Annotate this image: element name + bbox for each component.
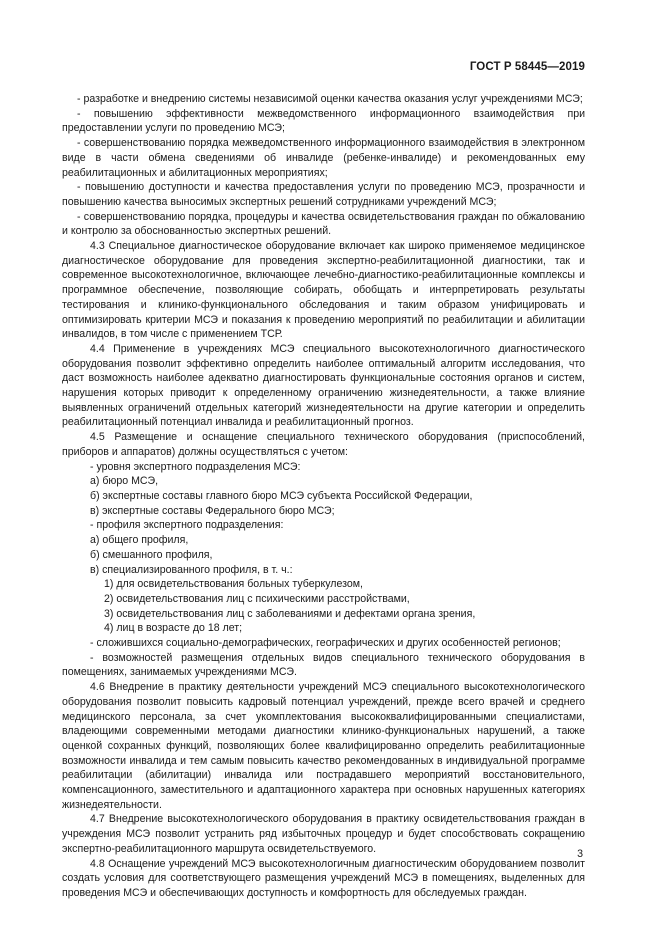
list-item: в) экспертные составы Федерального бюро МСЭ; — [90, 504, 335, 517]
list-item: а) общего профиля, — [90, 534, 189, 547]
paragraph-4-3: 4.3 Специальное диагностическое оборудование включает как широко применяемое медицинское диагностическое оборудование для проведения экспертно-реабилитационной диагностики, так и современное высокотехнологичное, включающее лечебно-диагностико-реабилитационные комплексы и программное обеспечение, позволяющие собирать, обобщать и интерпретировать результаты тестирования и клинико-функционального обследования и таким образом унифицировать и оптимизировать критерии МСЭ и показания к проведению мероприятий по реабилитации и абилитации инвалидов, в том числе с применением ТСР. — [62, 240, 585, 341]
paragraph-4-4: 4.4 Применение в учреждениях МСЭ специального высокотехнологичного диагностического оборудования позволит эффективно определить наиболее оптимальный алгоритм исследования, что даст возможность наиболее адекватно диагностировать функциональные состояния органов и систем, нарушения которых приводит к определенному ограничению жизнедеятельности, а также влияние выявленных ограничений отдельных категорий жизнедеятельности на другие категории и определить реабилитационный потенциал инвалида и реабилитационный прогноз. — [62, 342, 585, 429]
sub-list-item: 2) освидетельствования лиц с психическими расстройствами, — [104, 592, 410, 605]
document-body — [62, 92, 585, 901]
sub-list-item: 4) лиц в возрасте до 18 лет; — [104, 622, 243, 635]
text-line: - совершенствованию порядка, процедуры и качества освидетельствования граждан по обжалованию и контролю за обоснованностью экспертных решений. — [62, 210, 585, 238]
paragraph-4-8: 4.8 Оснащение учреждений МСЭ высокотехнологичным диагностическим оборудованием позволит создать условия для соответствующего размещения учреждений МСЭ в помещениях, выделенных для проведения МСЭ и обеспечивающих доступность и комфортность для обследуемых граждан. — [62, 857, 585, 899]
sub-list-item: 3) освидетельствования лиц с заболеваниями и дефектами органа зрения, — [104, 607, 476, 620]
sub-list-item: 1) для освидетельствования больных туберкулезом, — [104, 578, 363, 591]
document-code: ГОСТ Р 58445—2019 — [469, 61, 585, 73]
text-line: - совершенствованию порядка межведомственного информационного взаимодействия в электронном виде в части обмена сведениями об инвалиде (ребенке-инвалиде) и рекомендованных ему реабилитационных и абилитационных мероприятиях; — [62, 137, 585, 179]
list-item: - уровня экспертного подразделения МСЭ: — [90, 460, 301, 473]
list-item: - профиля экспертного подразделения: — [90, 519, 284, 532]
paragraph-4-5: 4.5 Размещение и оснащение специального технического оборудования (приспособлений, приборов и аппаратов) должны осуществляться с учетом: — [62, 431, 585, 458]
text-line: - повышению доступности и качества предоставления услуги по проведению МСЭ, прозрачности и повышению качества выносимых экспертных решений сотрудниками учреждений МСЭ; — [62, 181, 585, 208]
list-item: - возможностей размещения отдельных видов специального технического оборудования в помещениях, занимаемых учреждениями МСЭ. — [62, 651, 585, 679]
text-line: - разработке и внедрению системы независимой оценки качества оказания услуг учреждениями МСЭ; — [77, 93, 583, 105]
paragraph-4-6: 4.6 Внедрение в практику деятельности учреждений МСЭ специального высокотехнологического оборудования позволит повысить кадровый потенциал учреждений, прежде всего врачей и среднего медицинского персонала, за счет укомплектования высококвалифицированными специалистами, владеющими современными методами диагностики клинико-функциональных нарушений, а также оценкой сохранных функций, позволяющих более квалифицированно определить реабилитационные возможности инвалида и тем самым повысить качество рекомендованных в индивидуальной программе реабилитации (абилитации) инвалида или пострадавшего мероприятий восстановительного, компенсационного, заместительного и адаптационного характера при основных нарушенных категориях жизнедеятельности. — [62, 681, 585, 811]
list-item: в) специализированного профиля, в т. ч.: — [90, 563, 293, 576]
paragraph-4-7: 4.7 Внедрение высокотехнологического оборудования в практику освидетельствования граждан в учреждения МСЭ позволит устранить ряд избыточных процедур и будет способствовать сокращению экспертно-реабилитационного маршрута освидетельствуемого. — [62, 813, 585, 855]
list-item: б) экспертные составы главного бюро МСЭ субъекта Российской Федерации, — [90, 489, 473, 502]
list-item: а) бюро МСЭ, — [90, 475, 159, 488]
text-line: - повышению эффективности межведомственного информационного взаимодействия при предоставлении услуги по проведению МСЭ; — [62, 107, 585, 135]
list-item: - сложившихся социально-демографических, географических и других особенностей регионов; — [90, 637, 561, 650]
page-number: 3 — [577, 848, 583, 860]
list-item: б) смешанного профиля, — [90, 548, 213, 561]
